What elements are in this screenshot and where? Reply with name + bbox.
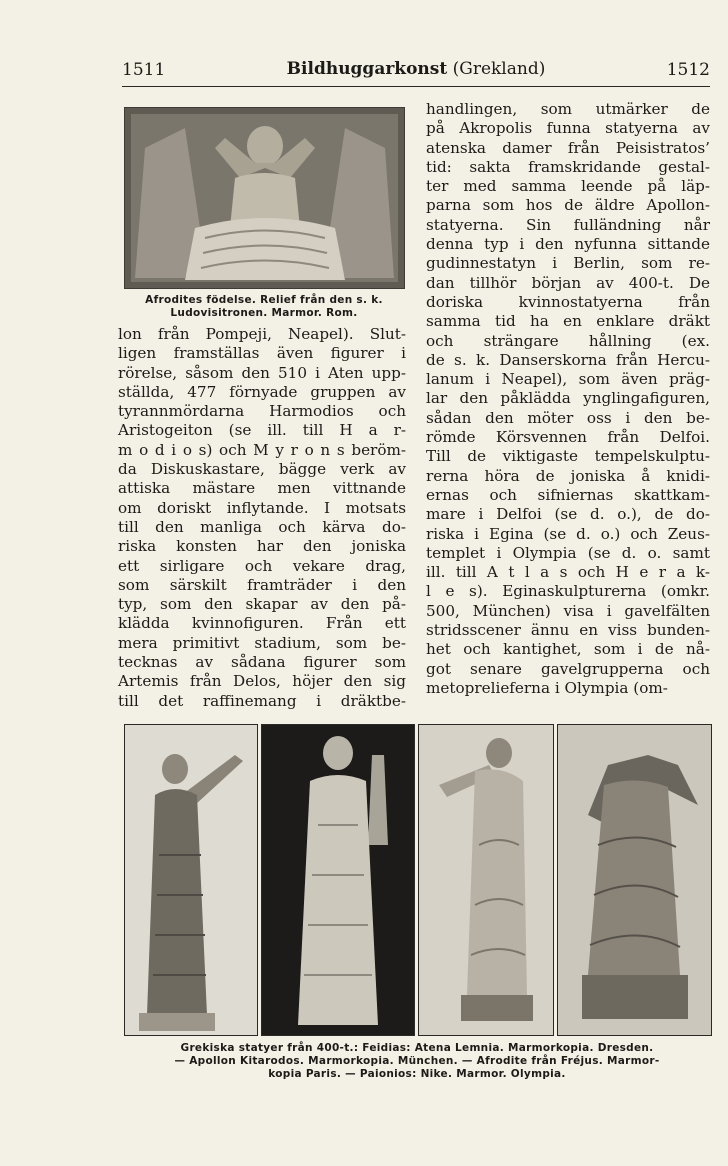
- statues-caption-line: — Apollon Kitarodos. Marmorkopia. München. — Afrodite från Fréjus. Marmor-: [174, 1055, 660, 1067]
- right-column-text: [426, 100, 710, 698]
- relief-caption-line: Afrodites födelse. Relief från den s. k.: [145, 294, 383, 306]
- text-line: het och kantighet, som i de nå-: [426, 640, 710, 659]
- page-number-left: 1511: [122, 60, 166, 80]
- text-line: mera primitivt stadium, som be-: [118, 633, 406, 652]
- text-line: mare i Delfoi (se d. o.), de do-: [426, 505, 710, 524]
- text-line: de s. k. Danserskorna från Hercu-: [426, 350, 710, 369]
- text-line: parna som hos de äldre Apollon-: [426, 196, 710, 215]
- statues-caption: [124, 1042, 710, 1081]
- text-line: dan tillhör början av 400-t. De: [426, 273, 710, 292]
- running-title-bold: Bildhuggarkonst: [286, 59, 448, 79]
- left-column-text: [118, 325, 406, 711]
- text-line: samma tid ha en enklare dräkt: [426, 312, 710, 331]
- statue-image-atena-lemnia: [124, 724, 258, 1036]
- statue-image-nike-paionios: [557, 724, 712, 1036]
- text-line: gudinnestatyn i Berlin, som re-: [426, 254, 710, 273]
- text-line: doriska kvinnostatyerna från: [426, 292, 710, 311]
- relief-caption: [118, 294, 410, 320]
- text-line: Till de viktigaste tempelskulptu-: [426, 447, 710, 466]
- text-line: riska konsten har den joniska: [118, 537, 406, 556]
- relief-image-aphrodite-birth: [124, 107, 405, 289]
- text-line: ligen framställas även figurer i: [118, 344, 406, 363]
- relief-caption-line: Ludovisitronen. Marmor. Rom.: [170, 307, 358, 319]
- text-line: ernas och sifniernas skattkam-: [426, 485, 710, 504]
- text-line: attiska mästare men vittnande: [118, 479, 406, 498]
- text-line: ställda, 477 förnyade gruppen av: [118, 382, 406, 401]
- text-line: sådan den möter oss i den be-: [426, 408, 710, 427]
- statue-illustration: [558, 725, 711, 1035]
- text-line: typ, som den skapar av den på-: [118, 595, 406, 614]
- text-line: statyerna. Sin fulländning når: [426, 215, 710, 234]
- text-line: om doriskt inflytande. I motsats: [118, 498, 406, 517]
- running-title-rest: (Grekland): [447, 59, 546, 79]
- text-line: denna typ i den nyfunna sittande: [426, 235, 710, 254]
- text-line: på Akropolis funna statyerna av: [426, 119, 710, 138]
- relief-illustration: [125, 108, 404, 288]
- text-line: 500, München) visa i gavelfälten: [426, 601, 710, 620]
- text-line: rörelse, såsom den 510 i Aten upp-: [118, 363, 406, 382]
- text-line: till den manliga och kärva do-: [118, 517, 406, 536]
- statues-caption-line: kopia Paris. — Paionios: Nike. Marmor. Olympia.: [268, 1068, 566, 1080]
- page-header: [122, 58, 710, 87]
- text-line: metoprelieferna i Olympia (om-: [426, 678, 668, 697]
- text-line: lon från Pompeji, Neapel). Slut-: [118, 325, 406, 343]
- statues-caption-line: Grekiska statyer från 400-t.: Feidias: Atena Lemnia. Marmorkopia. Dresden.: [180, 1042, 654, 1054]
- text-line: lanum i Neapel), som även präg-: [426, 370, 710, 389]
- text-line: Artemis från Delos, höjer den sig: [118, 672, 406, 691]
- text-line: tid: sakta framskridande gestal-: [426, 157, 710, 176]
- text-line: och strängare hållning (ex.: [426, 331, 710, 350]
- text-line: got senare gavelgrupperna och: [426, 659, 710, 678]
- text-line: lar den påklädda ynglingafiguren,: [426, 389, 710, 408]
- text-line: ill. till A t l a s och H e r a k-: [426, 563, 710, 582]
- statue-illustration: [125, 725, 257, 1035]
- text-line: Aristogeiton (se ill. till H a r-: [118, 421, 406, 440]
- statue-illustration: [419, 725, 553, 1035]
- text-line: stridsscener ännu en viss bunden-: [426, 621, 710, 640]
- text-line: handlingen, som utmärker de: [426, 100, 710, 118]
- text-line: rerna höra de joniska å knidi-: [426, 466, 710, 485]
- text-line: atenska damer från Peisistratos’: [426, 138, 710, 157]
- text-line: tyrannmördarna Harmodios och: [118, 402, 406, 421]
- running-title: [122, 59, 710, 79]
- text-line: da Diskuskastare, bägge verk av: [118, 460, 406, 479]
- text-line: ter med samma leende på läp-: [426, 177, 710, 196]
- statue-plates: [124, 724, 710, 1034]
- text-line: römde Körsvennen från Delfoi.: [426, 428, 710, 447]
- text-line: l e s). Eginaskulpturerna (omkr.: [426, 582, 710, 601]
- text-line: riska i Egina (se d. o.) och Zeus-: [426, 524, 710, 543]
- text-line: klädda kvinnofiguren. Från ett: [118, 614, 406, 633]
- statue-illustration: [262, 725, 414, 1035]
- text-line: m o d i o s) och M y r o n s beröm-: [118, 440, 406, 459]
- text-line: templet i Olympia (se d. o. samt: [426, 543, 710, 562]
- text-line: ett sirligare och vekare drag,: [118, 556, 406, 575]
- statue-image-apollon-kitarodos: [261, 724, 415, 1036]
- page-number-right: 1512: [666, 60, 710, 80]
- text-line: till det raffinemang i dräktbe-: [118, 691, 406, 710]
- text-line: tecknas av sådana figurer som: [118, 653, 406, 672]
- statue-image-afrodite-frejus: [418, 724, 554, 1036]
- text-line: som särskilt framträder i den: [118, 575, 406, 594]
